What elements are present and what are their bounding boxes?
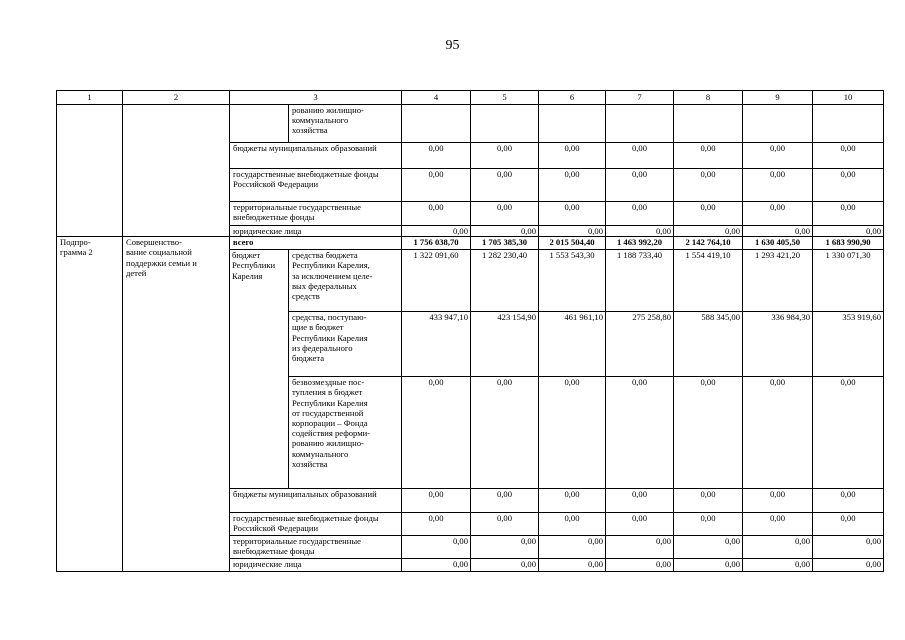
value-cell: 0,00 xyxy=(539,169,606,202)
value-cell: 0,00 xyxy=(743,536,813,559)
value-cell: 1 630 405,50 xyxy=(743,237,813,250)
value-cell: 0,00 xyxy=(402,377,471,489)
header-row xyxy=(57,91,884,105)
value-cell: 1 553 543,30 xyxy=(539,250,606,312)
value-cell: 0,00 xyxy=(402,559,471,572)
value-cell: 1 322 091,60 xyxy=(402,250,471,312)
col-header: 6 xyxy=(539,91,606,105)
value-cell: 0,00 xyxy=(606,169,674,202)
row-label: юридические лица xyxy=(230,559,402,572)
value-cell xyxy=(539,105,606,143)
row-label: территориальные государственные внебюджетные фонды xyxy=(230,202,402,226)
value-cell xyxy=(674,105,743,143)
value-cell: 0,00 xyxy=(471,202,539,226)
col-header: 7 xyxy=(606,91,674,105)
value-cell: 0,00 xyxy=(813,202,884,226)
value-cell: 0,00 xyxy=(606,513,674,536)
name-cell: Совершенство- вание социальной поддержки семьи и детей xyxy=(123,237,230,572)
value-cell: 0,00 xyxy=(402,143,471,169)
value-cell: 0,00 xyxy=(606,143,674,169)
value-cell: 0,00 xyxy=(606,489,674,513)
value-cell: 0,00 xyxy=(539,202,606,226)
col-header: 3 xyxy=(230,91,402,105)
value-cell: 0,00 xyxy=(539,377,606,489)
col-header: 4 xyxy=(402,91,471,105)
value-cell: 433 947,10 xyxy=(402,312,471,377)
value-cell: 0,00 xyxy=(674,489,743,513)
value-cell: 0,00 xyxy=(743,202,813,226)
value-cell: 461 961,10 xyxy=(539,312,606,377)
value-cell: 0,00 xyxy=(402,202,471,226)
value-cell: 0,00 xyxy=(674,226,743,237)
value-cell: 0,00 xyxy=(743,169,813,202)
value-cell: 0,00 xyxy=(674,536,743,559)
row-label: территориальные государственные внебюджетные фонды xyxy=(230,536,402,559)
col-header: 10 xyxy=(813,91,884,105)
value-cell: 0,00 xyxy=(743,377,813,489)
value-cell: 0,00 xyxy=(813,143,884,169)
value-cell xyxy=(813,105,884,143)
row-label: безвозмездные пос- тупления в бюджет Республики Карелия от государственной корпорации – Фонда содействия реформи- рованию жилищно- коммунального хозяйства xyxy=(289,377,402,489)
value-cell: 1 293 421,20 xyxy=(743,250,813,312)
value-cell: 0,00 xyxy=(471,513,539,536)
col-header: 8 xyxy=(674,91,743,105)
value-cell: 0,00 xyxy=(539,226,606,237)
value-cell: 0,00 xyxy=(471,559,539,572)
value-cell: 0,00 xyxy=(539,559,606,572)
row-label: государственные внебюджетные фонды Российской Федерации xyxy=(230,169,402,202)
row-label: государственные внебюджетные фонды Российской Федерации xyxy=(230,513,402,536)
value-cell: 0,00 xyxy=(674,513,743,536)
value-cell: 0,00 xyxy=(402,169,471,202)
value-cell: 275 258,80 xyxy=(606,312,674,377)
value-cell: 353 919,60 xyxy=(813,312,884,377)
budget-table xyxy=(56,90,884,572)
value-cell: 2 015 504,40 xyxy=(539,237,606,250)
value-cell: 0,00 xyxy=(813,513,884,536)
value-cell: 1 705 385,30 xyxy=(471,237,539,250)
table-row xyxy=(57,237,884,250)
value-cell: 0,00 xyxy=(402,489,471,513)
name-cell xyxy=(123,105,230,237)
value-cell: 2 142 764,10 xyxy=(674,237,743,250)
value-cell: 0,00 xyxy=(813,489,884,513)
value-cell: 0,00 xyxy=(471,169,539,202)
program-cell: Подпро- грамма 2 xyxy=(57,237,123,572)
value-cell: 0,00 xyxy=(674,202,743,226)
value-cell: 0,00 xyxy=(606,226,674,237)
value-cell: 0,00 xyxy=(402,536,471,559)
value-cell: 0,00 xyxy=(743,513,813,536)
value-cell: 0,00 xyxy=(606,377,674,489)
value-cell xyxy=(402,105,471,143)
value-cell: 423 154,90 xyxy=(471,312,539,377)
value-cell: 0,00 xyxy=(471,489,539,513)
table-row xyxy=(57,105,884,143)
row-label: бюджеты муниципальных образований xyxy=(230,489,402,513)
value-cell: 0,00 xyxy=(674,169,743,202)
value-cell: 0,00 xyxy=(674,143,743,169)
value-cell: 0,00 xyxy=(471,536,539,559)
value-cell: 0,00 xyxy=(813,377,884,489)
value-cell: 0,00 xyxy=(606,536,674,559)
continuation-label: рованию жилищно- коммунального хозяйства xyxy=(289,105,402,143)
value-cell: 0,00 xyxy=(743,143,813,169)
row-label: средства, поступаю- щие в бюджет Республики Карелия из федерального бюджета xyxy=(289,312,402,377)
value-cell: 1 554 419,10 xyxy=(674,250,743,312)
row-label: бюджеты муниципальных образований xyxy=(230,143,402,169)
col-header: 5 xyxy=(471,91,539,105)
program-cell xyxy=(57,105,123,237)
value-cell: 0,00 xyxy=(539,513,606,536)
row-label: средства бюджета Республики Карелия, за исключением целе- вых федеральных средств xyxy=(289,250,402,312)
value-cell: 1 683 990,90 xyxy=(813,237,884,250)
source-cell xyxy=(230,105,289,143)
value-cell: 1 282 230,40 xyxy=(471,250,539,312)
value-cell: 0,00 xyxy=(813,536,884,559)
value-cell: 0,00 xyxy=(674,377,743,489)
value-cell: 0,00 xyxy=(743,226,813,237)
value-cell: 0,00 xyxy=(539,143,606,169)
value-cell: 1 188 733,40 xyxy=(606,250,674,312)
value-cell: 0,00 xyxy=(539,536,606,559)
value-cell: 0,00 xyxy=(539,489,606,513)
row-label: всего xyxy=(230,237,402,250)
value-cell: 0,00 xyxy=(471,143,539,169)
col-header: 2 xyxy=(123,91,230,105)
value-cell: 0,00 xyxy=(471,377,539,489)
value-cell: 0,00 xyxy=(674,559,743,572)
value-cell: 0,00 xyxy=(813,226,884,237)
value-cell: 0,00 xyxy=(471,226,539,237)
value-cell: 336 984,30 xyxy=(743,312,813,377)
value-cell: 588 345,00 xyxy=(674,312,743,377)
value-cell: 0,00 xyxy=(606,202,674,226)
col-header: 9 xyxy=(743,91,813,105)
budget-label: бюджет Республики Карелия xyxy=(230,250,289,489)
value-cell: 1 330 071,30 xyxy=(813,250,884,312)
value-cell: 0,00 xyxy=(402,226,471,237)
value-cell: 0,00 xyxy=(743,559,813,572)
table-body xyxy=(57,91,884,572)
value-cell: 0,00 xyxy=(402,513,471,536)
value-cell: 0,00 xyxy=(606,559,674,572)
value-cell: 0,00 xyxy=(813,169,884,202)
value-cell xyxy=(606,105,674,143)
col-header: 1 xyxy=(57,91,123,105)
row-label: юридические лица xyxy=(230,226,402,237)
value-cell xyxy=(471,105,539,143)
value-cell: 0,00 xyxy=(813,559,884,572)
value-cell: 1 756 038,70 xyxy=(402,237,471,250)
value-cell: 0,00 xyxy=(743,489,813,513)
value-cell: 1 463 992,20 xyxy=(606,237,674,250)
value-cell xyxy=(743,105,813,143)
page-number: 95 xyxy=(445,38,460,53)
